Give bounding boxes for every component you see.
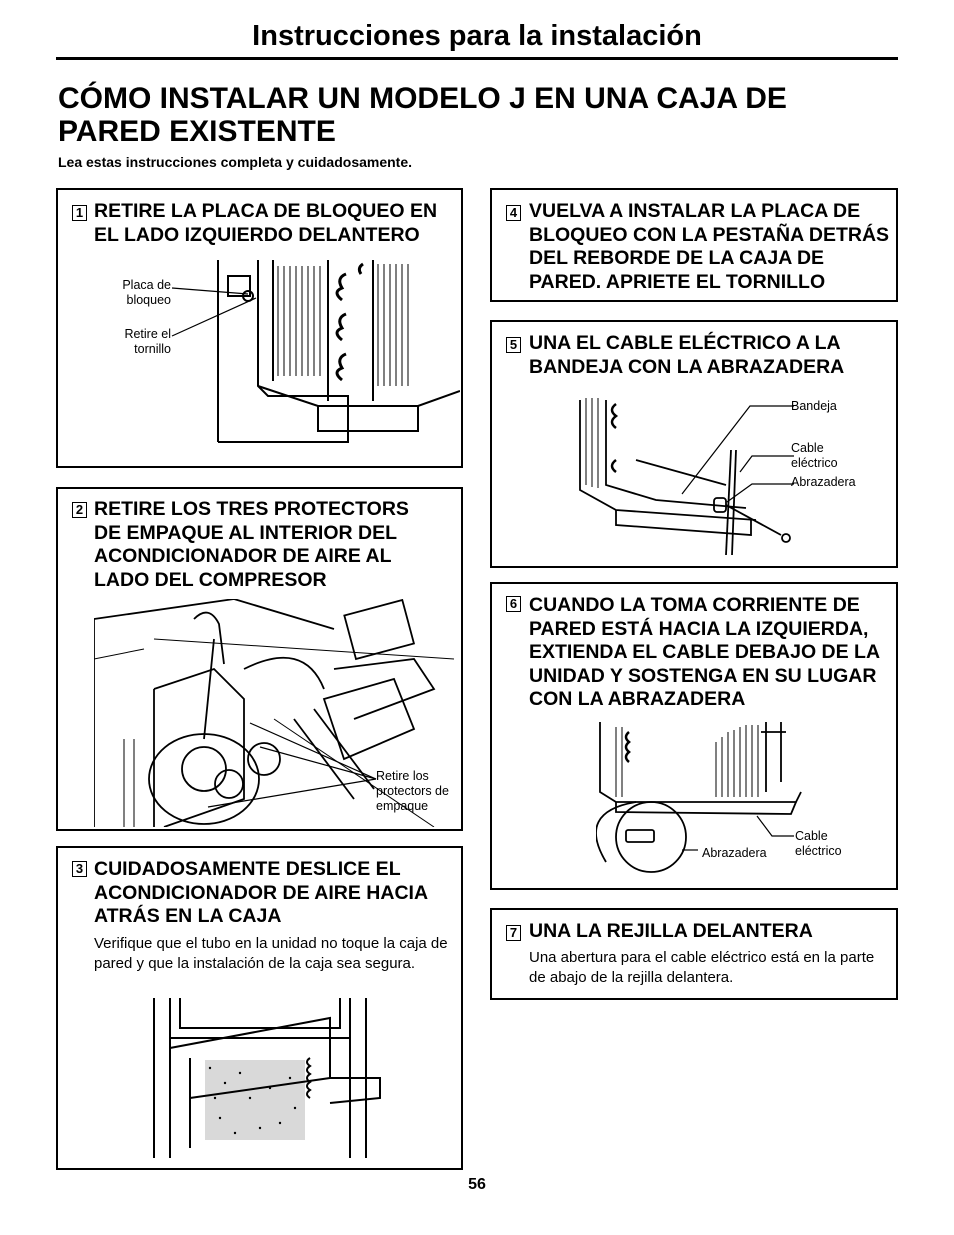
page-header-title: Instrucciones para la instalación — [252, 20, 702, 52]
step-6-number: 6 — [506, 596, 521, 612]
step-3-text: Verifique que el tubo en la unidad no toque la caja de pared y que la instalación de la caja sea segura. — [94, 935, 448, 972]
page-number: 56 — [468, 1176, 486, 1193]
step-3-illustration — [150, 998, 390, 1158]
step-5-title: UNA EL CABLE ELÉCTRICO A LA BANDEJA CON LA ABRAZADERA — [529, 332, 845, 378]
step-1-label-remove-screw: Retire el tornillo — [124, 327, 171, 356]
step-6-box — [490, 582, 898, 890]
step-2-label-packing-protectors: Retire los protectors de empaque — [376, 769, 449, 813]
step-2-number: 2 — [72, 502, 87, 518]
step-7-box — [490, 908, 898, 1000]
step-4-title: VUELVA A INSTALAR LA PLACA DE BLOQUEO CON LA PESTAÑA DETRÁS DEL REBORDE DE LA CAJA DE PARED. APRIETE EL TORNILLO — [529, 200, 890, 293]
step-6-label-clamp: Abrazadera — [702, 846, 767, 860]
step-5-number: 5 — [506, 337, 521, 353]
step-1-box — [56, 188, 463, 468]
intro-text: Lea estas instrucciones completa y cuidadosamente. — [58, 154, 413, 170]
step-6-label-power-cord: Cable eléctrico — [795, 829, 842, 858]
step-1-label-locking-plate: Placa de bloqueo — [122, 278, 171, 307]
step-7-title: UNA LA REJILLA DELANTERA — [529, 920, 813, 942]
step-3-number: 3 — [72, 861, 87, 877]
step-5-label-tray: Bandeja — [791, 399, 837, 413]
step-3-title: CUIDADOSAMENTE DESLICE EL ACONDICIONADOR DE AIRE HACIA ATRÁS EN LA CAJA — [94, 858, 428, 927]
step-3-box — [56, 846, 463, 1170]
step-1-number: 1 — [72, 205, 87, 221]
step-1-title: RETIRE LA PLACA DE BLOQUEO EN EL LADO IZQUIERDO DELANTERO — [94, 200, 438, 246]
step-5-leader-lines — [672, 394, 797, 524]
step-7-text: Una abertura para el cable eléctrico está en la parte de abajo de la rejilla delantera. — [529, 949, 875, 986]
step-2-title: RETIRE LOS TRES PROTECTORS DE EMPAQUE AL INTERIOR DEL ACONDICIONADOR DE AIRE AL LADO DEL COMPRESOR — [94, 498, 409, 591]
main-title: CÓMO INSTALAR UN MODELO J EN UNA CAJA DE PARED EXISTENTE — [58, 82, 787, 148]
step-7-number: 7 — [506, 925, 521, 941]
header-rule — [56, 57, 898, 60]
step-5-label-power-cord: Cable eléctrico — [791, 441, 838, 470]
step-1-leader-lines — [168, 278, 258, 358]
step-4-number: 4 — [506, 205, 521, 221]
step-6-title: CUANDO LA TOMA CORRIENTE DE PARED ESTÁ HACIA LA IZQUIERDA, EXTIENDA EL CABLE DEBAJO DE LA UNIDAD Y SOSTENGA EN SU LUGAR CON LA ABRAZADERA — [529, 594, 880, 710]
step-2-leader-lines — [198, 717, 378, 817]
step-5-box — [490, 320, 898, 568]
step-2-box — [56, 487, 463, 831]
step-4-box — [490, 188, 898, 302]
step-5-label-clamp: Abrazadera — [791, 475, 856, 489]
